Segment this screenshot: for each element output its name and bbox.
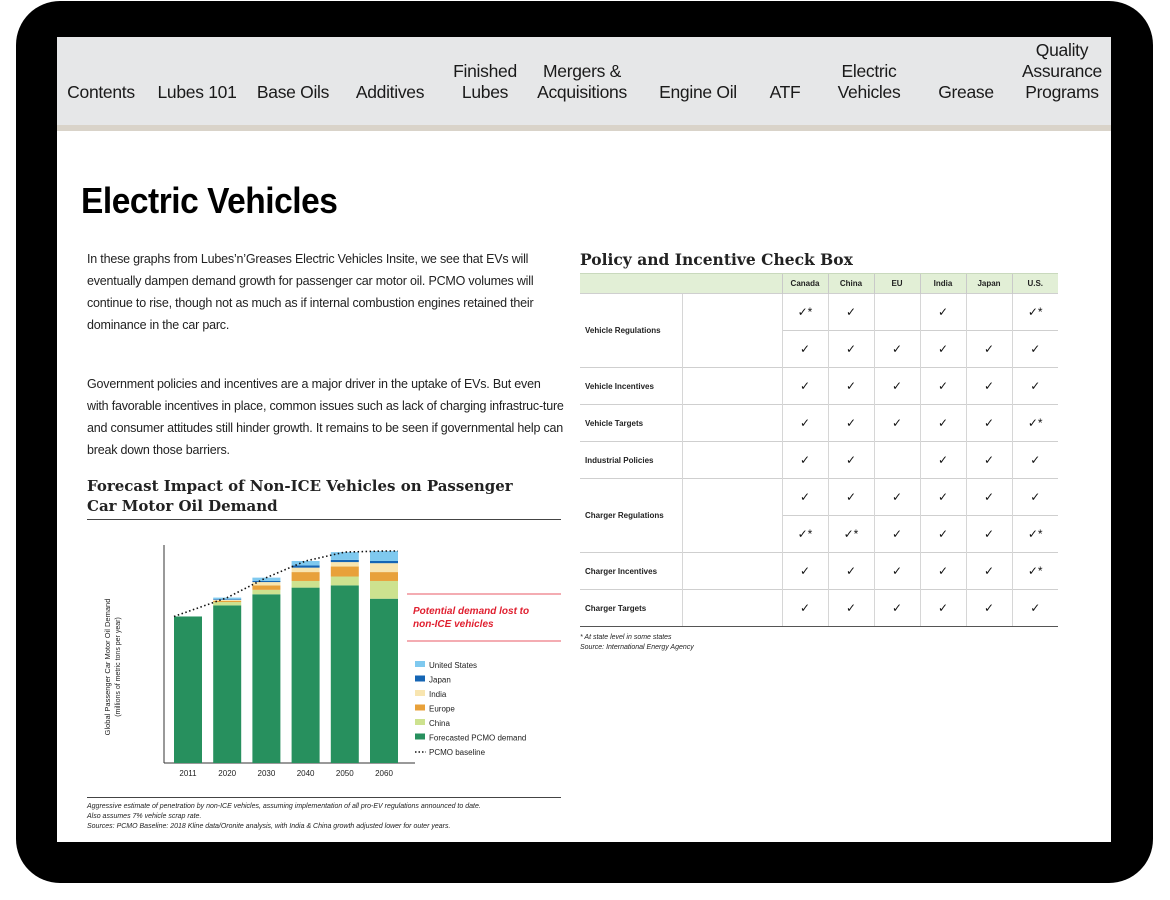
legend-swatch <box>415 734 425 740</box>
column-header-india: India <box>920 274 966 294</box>
check-cell: ✓ <box>782 368 828 405</box>
nav-item-engine-oil[interactable]: Engine Oil <box>659 82 737 102</box>
bar-segment-china <box>331 577 359 586</box>
check-cell: ✓* <box>782 516 828 553</box>
policy-table-title: Policy and Incentive Check Box <box>580 250 853 269</box>
chart-footnote: Aggressive estimate of penetration by non-ICE vehicles, assuming implementation of all pro-EV regulations announced to date. <box>87 803 481 810</box>
nav-item-quality-assurance-programs[interactable]: Quality Assurance Programs <box>1022 40 1102 102</box>
column-header-china: China <box>828 274 874 294</box>
table-note: * At state level in some states <box>580 634 672 641</box>
bar-segment-forecasted-pcmo-demand <box>292 588 320 763</box>
nav-item-base-oils[interactable]: Base Oils <box>256 82 330 102</box>
check-cell: ✓ <box>920 479 966 516</box>
check-cell: ✓ <box>920 553 966 590</box>
check-cell: ✓ <box>782 331 828 368</box>
policy-table <box>580 273 1058 627</box>
check-cell: ✓ <box>920 294 966 331</box>
policy-table-notes <box>580 633 880 653</box>
bar-segment-japan <box>331 560 359 562</box>
bar-segment-japan <box>252 581 280 582</box>
row-label: Industrial Policies <box>580 442 682 479</box>
nav-item-mergers-acquisitions[interactable]: Mergers & Acquisitions <box>537 61 627 102</box>
page-title: Electric Vehicles <box>81 180 338 221</box>
legend-swatch <box>415 661 425 667</box>
check-cell: ✓ <box>828 442 874 479</box>
bar-segment-forecasted-pcmo-demand <box>370 599 398 763</box>
x-tick-label: 2030 <box>257 769 276 778</box>
check-cell: ✓ <box>920 590 966 627</box>
check-cell: ✓ <box>828 553 874 590</box>
bar-segment-forecasted-pcmo-demand <box>213 605 241 763</box>
nav-item-atf[interactable]: ATF <box>769 82 801 102</box>
x-tick-label: 2011 <box>179 769 197 778</box>
check-cell: ✓ <box>966 368 1012 405</box>
nav-item-contents[interactable]: Contents <box>67 82 135 102</box>
bar-segment-japan <box>370 561 398 563</box>
bar-segment-europe <box>331 567 359 577</box>
x-tick-label: 2060 <box>375 769 393 778</box>
nav-item-additives[interactable]: Additives <box>355 82 425 102</box>
check-cell: ✓* <box>1012 294 1058 331</box>
check-cell: ✓ <box>874 331 920 368</box>
check-cell: ✓ <box>782 479 828 516</box>
check-cell: ✓* <box>1012 553 1058 590</box>
chart-footnote: Also assumes 7% vehicle scrap rate. <box>87 813 202 820</box>
bar-segment-china <box>292 581 320 588</box>
legend-label: Europe <box>429 704 455 714</box>
legend-label: Forecasted PCMO demand <box>429 733 527 743</box>
bar-segment-india <box>331 562 359 566</box>
header-blank <box>580 274 682 294</box>
header-blank <box>682 274 782 294</box>
pcmo-demand-chart <box>97 537 567 787</box>
check-cell: ✓ <box>874 368 920 405</box>
bar-segment-china <box>252 590 280 594</box>
row-label: Charger Regulations <box>580 479 682 553</box>
check-cell: ✓ <box>1012 331 1058 368</box>
row-label: Charger Targets <box>580 590 682 627</box>
table-row <box>580 294 1058 331</box>
table-row <box>580 553 1058 590</box>
bar-segment-forecasted-pcmo-demand <box>331 585 359 763</box>
row-spacer-cell <box>682 294 782 368</box>
bar-segment-japan <box>213 599 241 600</box>
column-header-canada: Canada <box>782 274 828 294</box>
row-spacer-cell <box>682 590 782 627</box>
table-row <box>580 368 1058 405</box>
legend-label: Japan <box>429 675 451 685</box>
x-tick-label: 2020 <box>218 769 237 778</box>
legend-label: PCMO baseline <box>429 748 486 757</box>
check-cell: ✓ <box>966 590 1012 627</box>
check-cell: ✓ <box>828 368 874 405</box>
nav-item-grease[interactable]: Grease <box>938 82 994 102</box>
check-cell: ✓ <box>966 331 1012 368</box>
bar-segment-india <box>292 568 320 572</box>
row-spacer-cell <box>682 553 782 590</box>
bar-segment-europe <box>292 572 320 581</box>
row-spacer-cell <box>682 405 782 442</box>
check-cell: ✓ <box>828 590 874 627</box>
empty-cell <box>874 442 920 479</box>
chart-footnotes <box>87 802 567 832</box>
table-row <box>580 479 1058 516</box>
empty-cell <box>874 294 920 331</box>
bar-segment-europe <box>370 572 398 581</box>
x-tick-label: 2050 <box>335 769 354 778</box>
check-cell: ✓ <box>966 553 1012 590</box>
row-label: Vehicle Regulations <box>580 294 682 368</box>
table-row <box>580 405 1058 442</box>
y-axis-unit-label: (millions of metric tons per year) <box>115 617 122 717</box>
check-cell: ✓ <box>828 405 874 442</box>
column-header-japan: Japan <box>966 274 1012 294</box>
check-cell: ✓* <box>828 516 874 553</box>
chart-footnote: Sources: PCMO Baseline: 2018 Kline data/Oronite analysis, with India & China growth adjusted lower for outer years. <box>87 823 451 830</box>
bar-segment-united-states <box>331 552 359 560</box>
row-spacer-cell <box>682 479 782 553</box>
chart-title: Forecast Impact of Non-ICE Vehicles on Passenger Car Motor Oil Demand <box>87 477 513 515</box>
empty-cell <box>966 294 1012 331</box>
y-axis-label: Global Passenger Car Motor Oil Demand <box>103 598 112 736</box>
table-note: Source: International Energy Agency <box>580 644 694 651</box>
check-cell: ✓ <box>874 553 920 590</box>
row-label: Charger Incentives <box>580 553 682 590</box>
bar-segment-forecasted-pcmo-demand <box>252 594 280 763</box>
annotation-text: non-ICE vehicles <box>413 619 494 630</box>
check-cell: ✓ <box>1012 479 1058 516</box>
intro-paragraph: In these graphs from Lubes’n’Greases Electric Vehicles Insite, we see that EVs will eventually dampen demand growth for passenger car motor oil. PCMO volumes will continue to rise, though not as much as if internal combustion engines retained their dominance in the car parc. <box>87 252 534 332</box>
row-spacer-cell <box>682 368 782 405</box>
check-cell: ✓ <box>874 405 920 442</box>
top-navigation-bar <box>57 37 1111 131</box>
nav-item-electric-vehicles[interactable]: Electric Vehicles <box>837 61 901 102</box>
legend-swatch <box>415 719 425 725</box>
policy-table-header-row <box>580 274 1058 294</box>
check-cell: ✓ <box>966 516 1012 553</box>
check-cell: ✓* <box>782 294 828 331</box>
legend-swatch <box>415 690 425 696</box>
bar-segment-india <box>213 600 241 601</box>
legend-swatch <box>415 705 425 711</box>
bar-segment-europe <box>213 601 241 602</box>
check-cell: ✓ <box>828 331 874 368</box>
bar-segment-india <box>370 563 398 572</box>
chart-title-rule <box>87 519 561 520</box>
legend-label: United States <box>429 661 478 670</box>
row-spacer-cell <box>682 442 782 479</box>
check-cell: ✓ <box>920 516 966 553</box>
policy-paragraph: Government policies and incentives are a major driver in the uptake of EVs. But even with favorable incentives in place, common issues such as lack of charging infrastruc-ture and consumer attitudes still hinder growth. It remains to be seen if governmental help can break down those barriers. <box>87 377 564 457</box>
check-cell: ✓ <box>920 442 966 479</box>
check-cell: ✓ <box>1012 368 1058 405</box>
check-cell: ✓ <box>782 405 828 442</box>
x-tick-label: 2040 <box>296 769 315 778</box>
check-cell: ✓ <box>966 405 1012 442</box>
bar-segment-europe <box>252 585 280 589</box>
nav-item-lubes-101[interactable]: Lubes 101 <box>157 82 237 102</box>
legend-label: China <box>429 719 450 728</box>
check-cell: ✓ <box>782 442 828 479</box>
bar-segment-forecasted-pcmo-demand <box>174 616 202 763</box>
check-cell: ✓ <box>966 479 1012 516</box>
check-cell: ✓ <box>1012 590 1058 627</box>
bar-segment-united-states <box>370 551 398 561</box>
check-cell: ✓ <box>782 590 828 627</box>
pcmo-baseline-line <box>174 551 398 616</box>
chart-footnote-rule <box>87 797 561 798</box>
row-label: Vehicle Incentives <box>580 368 682 405</box>
check-cell: ✓ <box>1012 442 1058 479</box>
check-cell: ✓ <box>966 442 1012 479</box>
table-row <box>580 590 1058 627</box>
table-row <box>580 442 1058 479</box>
legend-swatch <box>415 676 425 682</box>
bar-segment-china <box>213 602 241 605</box>
nav-item-finished-lubes[interactable]: Finished Lubes <box>453 61 517 102</box>
check-cell: ✓ <box>920 331 966 368</box>
bar-segment-china <box>370 581 398 599</box>
check-cell: ✓ <box>874 479 920 516</box>
check-cell: ✓ <box>828 294 874 331</box>
legend-label: India <box>429 690 447 699</box>
column-header-eu: EU <box>874 274 920 294</box>
column-header-us: U.S. <box>1012 274 1058 294</box>
check-cell: ✓ <box>920 405 966 442</box>
screen <box>57 37 1111 842</box>
row-label: Vehicle Targets <box>580 405 682 442</box>
check-cell: ✓* <box>1012 516 1058 553</box>
check-cell: ✓ <box>874 590 920 627</box>
check-cell: ✓ <box>782 553 828 590</box>
check-cell: ✓ <box>828 479 874 516</box>
check-cell: ✓ <box>874 516 920 553</box>
check-cell: ✓* <box>1012 405 1058 442</box>
check-cell: ✓ <box>920 368 966 405</box>
annotation-text: Potential demand lost to <box>413 606 530 617</box>
